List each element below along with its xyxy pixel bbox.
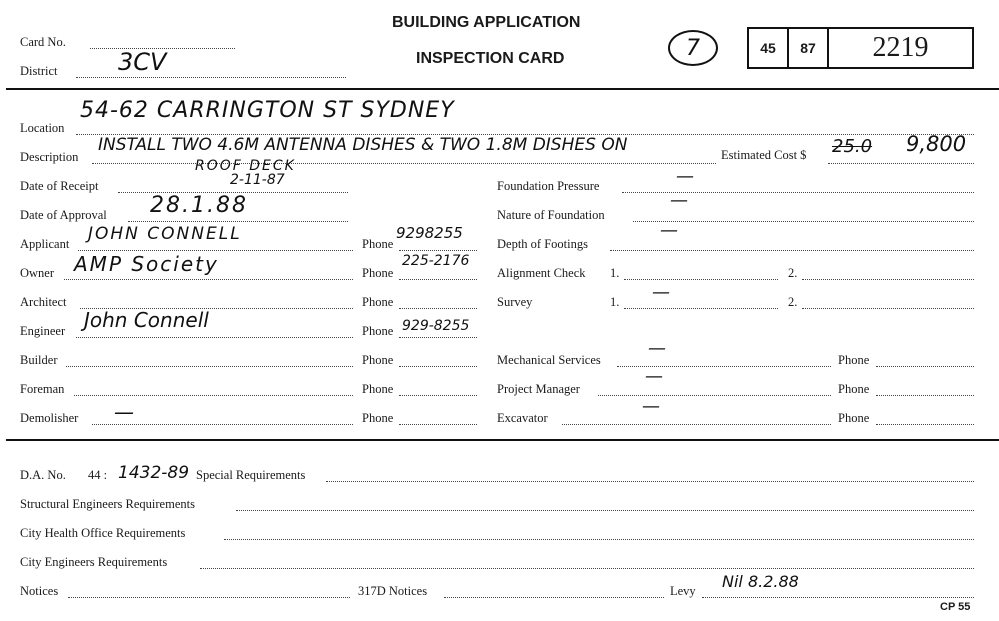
- description-value: INSTALL TWO 4.6M ANTENNA DISHES & TWO 1.8M DISHES ON: [98, 135, 628, 155]
- survey-1-label: 1.: [610, 295, 620, 309]
- project-manager-phone-dotted-line: [876, 395, 974, 396]
- structural-req-label: Structural Engineers Requirements: [20, 497, 195, 511]
- alignment-2-dotted-line: [802, 279, 974, 280]
- district-label: District: [20, 64, 58, 78]
- depth-footings-label: Depth of Footings: [497, 237, 588, 251]
- owner-phone-value: 225-2176: [402, 253, 470, 269]
- form-title-line2: INSPECTION CARD: [416, 50, 565, 67]
- excavator-phone-dotted-line: [876, 424, 974, 425]
- description-label: Description: [20, 150, 79, 164]
- card-no-label: Card No.: [20, 35, 66, 49]
- excavator-label: Excavator: [497, 411, 548, 425]
- mechanical-label: Mechanical Services: [497, 353, 601, 367]
- architect-phone-dotted-line: [399, 308, 477, 309]
- excavator-phone-label: Phone: [838, 411, 870, 425]
- alignment-2-label: 2.: [788, 266, 798, 280]
- foreman-label: Foreman: [20, 382, 65, 396]
- location-label: Location: [20, 121, 65, 135]
- demolisher-value: —: [114, 400, 134, 424]
- levy-label: Levy: [670, 584, 696, 598]
- notices-317d-label: 317D Notices: [358, 584, 428, 598]
- project-manager-phone-label: Phone: [838, 382, 870, 396]
- depth-footings-value: —: [660, 220, 678, 241]
- description-value-line2: ROOF DECK: [195, 158, 296, 174]
- date-receipt-value: 2-11-87: [230, 172, 285, 188]
- engineer-dotted-line: [76, 337, 353, 338]
- mechanical-value: —: [648, 338, 666, 359]
- applicant-value: JOHN CONNELL: [88, 224, 242, 244]
- survey-2-dotted-line: [802, 308, 974, 309]
- engineer-phone-label: Phone: [362, 324, 394, 338]
- survey-2-label: 2.: [788, 295, 798, 309]
- foundation-pressure-value: —: [676, 166, 694, 187]
- mechanical-phone-dotted-line: [876, 366, 974, 367]
- estimated-cost-dotted-line: [828, 163, 974, 164]
- form-code: CP 55: [940, 601, 971, 613]
- engineer-label: Engineer: [20, 324, 66, 338]
- excavator-dotted-line: [562, 424, 831, 425]
- header-divider: [6, 88, 999, 90]
- da-label: D.A. No.: [20, 468, 66, 482]
- owner-value: AMP Society: [74, 252, 219, 276]
- section-divider: [6, 439, 999, 441]
- levy-dotted-line: [702, 597, 974, 598]
- health-req-dotted-line: [224, 539, 974, 540]
- card-number-box: [747, 27, 974, 69]
- nature-foundation-label: Nature of Foundation: [497, 208, 605, 222]
- notices-dotted-line: [68, 597, 350, 598]
- architect-phone-label: Phone: [362, 295, 394, 309]
- nature-foundation-dotted-line: [633, 221, 974, 222]
- survey-1-dotted-line: [624, 308, 778, 309]
- builder-dotted-line: [66, 366, 353, 367]
- circled-mark: [668, 30, 718, 66]
- special-req-dotted-line: [326, 481, 974, 482]
- card-number-col2: 87: [789, 29, 829, 67]
- engineer-value: John Connell: [84, 308, 209, 332]
- applicant-phone-value: 9298255: [396, 224, 463, 242]
- project-manager-label: Project Manager: [497, 382, 580, 396]
- estimated-cost-struck: 25.0: [832, 136, 873, 157]
- levy-value: Nil 8.2.88: [722, 572, 799, 591]
- builder-phone-dotted-line: [399, 366, 477, 367]
- project-manager-value: —: [645, 366, 663, 387]
- date-approval-dotted-line: [128, 221, 348, 222]
- structural-req-dotted-line: [236, 510, 974, 511]
- architect-label: Architect: [20, 295, 67, 309]
- form-title-line1: BUILDING APPLICATION: [392, 14, 581, 31]
- district-dotted-line: [76, 77, 346, 78]
- foundation-pressure-label: Foundation Pressure: [497, 179, 600, 193]
- da-value: 1432-89: [118, 463, 190, 483]
- circled-mark-value: 7: [686, 35, 700, 61]
- city-eng-req-label: City Engineers Requirements: [20, 555, 168, 569]
- notices-317d-dotted-line: [444, 597, 664, 598]
- city-eng-req-dotted-line: [200, 568, 974, 569]
- engineer-phone-dotted-line: [399, 337, 477, 338]
- owner-label: Owner: [20, 266, 55, 280]
- card-number-col3: 2219: [872, 32, 929, 63]
- applicant-label: Applicant: [20, 237, 70, 251]
- owner-phone-dotted-line: [399, 279, 477, 280]
- mechanical-phone-label: Phone: [838, 353, 870, 367]
- demolisher-phone-dotted-line: [399, 424, 477, 425]
- district-value: 3CV: [118, 48, 167, 76]
- demolisher-dotted-line: [92, 424, 353, 425]
- estimated-cost-label: Estimated Cost $: [721, 148, 807, 162]
- location-value: 54-62 CARRINGTON ST SYDNEY: [80, 98, 455, 123]
- alignment-check-label: Alignment Check: [497, 266, 586, 280]
- estimated-cost-value: 9,800: [906, 132, 967, 156]
- owner-dotted-line: [64, 279, 353, 280]
- card-number-col1: 45: [749, 29, 789, 67]
- description-dotted-line: [92, 163, 716, 164]
- special-req-label: Special Requirements: [196, 468, 306, 482]
- foreman-phone-label: Phone: [362, 382, 394, 396]
- engineer-phone-value: 929-8255: [402, 318, 470, 334]
- notices-label: Notices: [20, 584, 59, 598]
- date-approval-label: Date of Approval: [20, 208, 107, 222]
- applicant-phone-label: Phone: [362, 237, 394, 251]
- builder-label: Builder: [20, 353, 58, 367]
- survey-1-value: —: [652, 282, 670, 303]
- nature-foundation-value: —: [670, 190, 688, 211]
- owner-phone-label: Phone: [362, 266, 394, 280]
- project-manager-dotted-line: [598, 395, 831, 396]
- survey-label: Survey: [497, 295, 533, 309]
- date-approval-value: 28.1.88: [150, 193, 248, 218]
- demolisher-phone-label: Phone: [362, 411, 394, 425]
- depth-footings-dotted-line: [610, 250, 974, 251]
- builder-phone-label: Phone: [362, 353, 394, 367]
- da-prefix: 44 :: [88, 468, 108, 482]
- date-receipt-label: Date of Receipt: [20, 179, 99, 193]
- demolisher-label: Demolisher: [20, 411, 79, 425]
- applicant-dotted-line: [78, 250, 353, 251]
- foreman-dotted-line: [74, 395, 353, 396]
- alignment-1-dotted-line: [624, 279, 778, 280]
- health-req-label: City Health Office Requirements: [20, 526, 186, 540]
- foreman-phone-dotted-line: [399, 395, 477, 396]
- alignment-1-label: 1.: [610, 266, 620, 280]
- applicant-phone-dotted-line: [399, 250, 477, 251]
- excavator-value: —: [642, 396, 660, 417]
